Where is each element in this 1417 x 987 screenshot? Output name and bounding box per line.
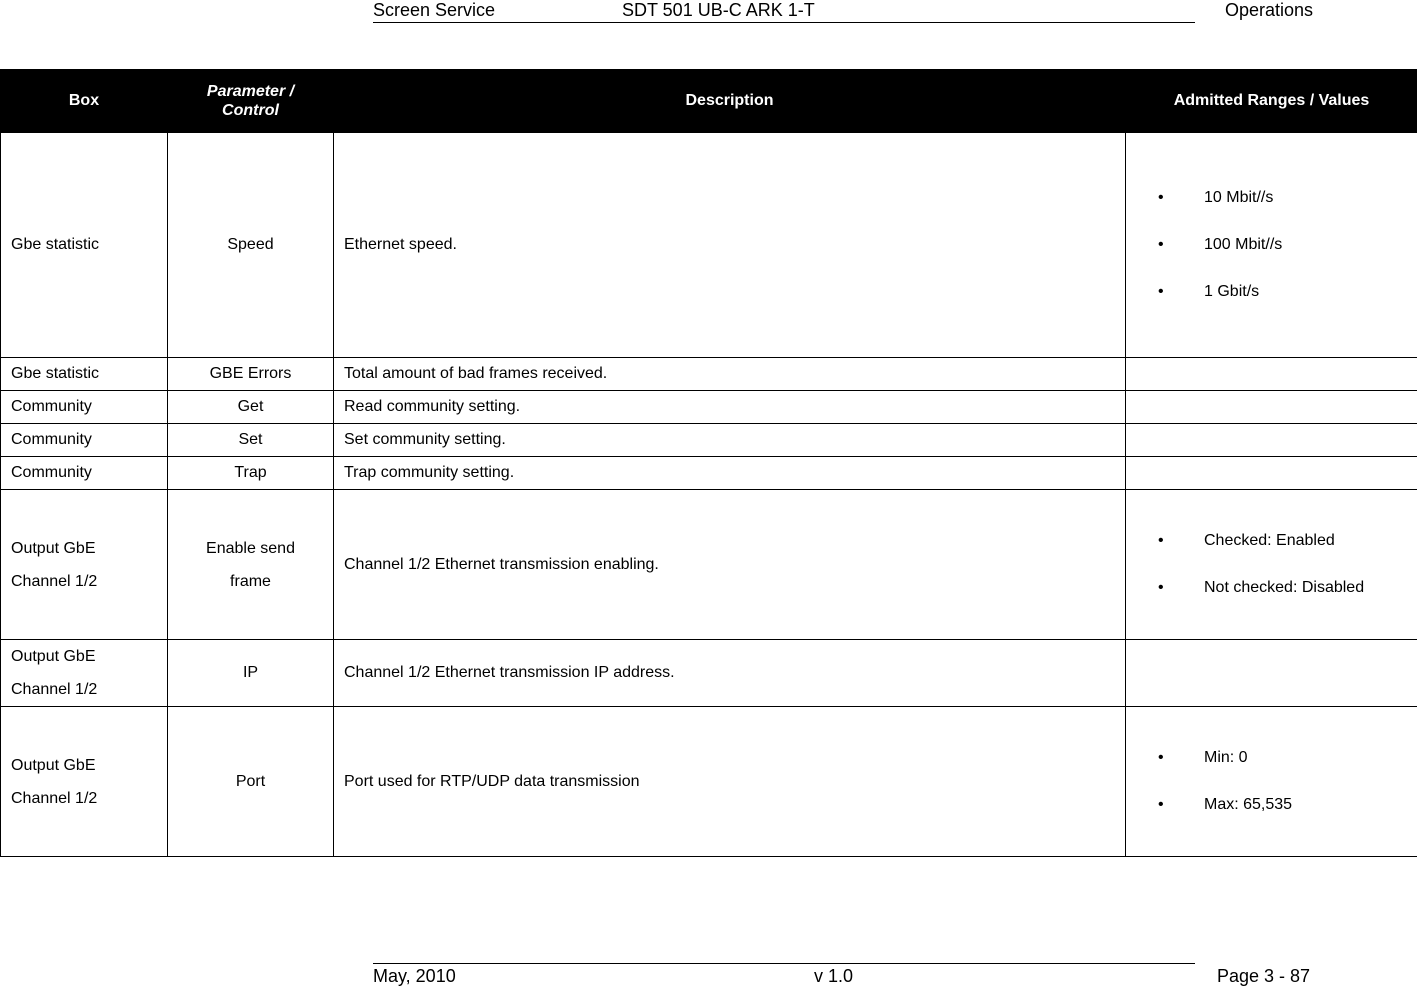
cell-box: Community bbox=[1, 391, 168, 424]
cell-param: IP bbox=[168, 640, 334, 707]
parameter-table bbox=[0, 69, 1417, 857]
cell-param bbox=[168, 490, 334, 640]
footer-page-number: Page 3 - 87 bbox=[1217, 966, 1311, 986]
values-list bbox=[1158, 531, 1407, 598]
footer-version: v 1.0 bbox=[814, 966, 854, 986]
cell-param-line2: frame bbox=[230, 572, 271, 590]
cell-box-line2: Channel 1/2 bbox=[11, 572, 98, 590]
cell-box: Gbe statistic bbox=[1, 133, 168, 358]
col-header-parameter-line1: Parameter / bbox=[206, 83, 295, 100]
cell-param: Get bbox=[168, 391, 334, 424]
value-item: • Min: 0 bbox=[1158, 748, 1407, 768]
cell-values bbox=[1126, 358, 1417, 391]
cell-param: Speed bbox=[168, 133, 334, 358]
cell-description: Port used for RTP/UDP data transmission bbox=[334, 707, 1126, 857]
cell-description: Ethernet speed. bbox=[334, 133, 1126, 358]
cell-param: GBE Errors bbox=[168, 358, 334, 391]
value-item: • 10 Mbit//s bbox=[1158, 188, 1407, 208]
header-right: Operations bbox=[1225, 0, 1314, 20]
cell-box bbox=[1, 490, 168, 640]
cell-description: Total amount of bad frames received. bbox=[334, 358, 1126, 391]
col-header-description: Description bbox=[334, 70, 1126, 133]
table-header-row bbox=[1, 70, 1417, 133]
cell-box: Gbe statistic bbox=[1, 358, 168, 391]
cell-box-line2: Channel 1/2 bbox=[11, 789, 98, 807]
cell-values bbox=[1126, 133, 1417, 358]
cell-values bbox=[1126, 490, 1417, 640]
header-center: SDT 501 UB-C ARK 1-T bbox=[622, 0, 815, 20]
cell-box-line2: Channel 1/2 bbox=[11, 681, 98, 698]
col-header-parameter-line2: Control bbox=[222, 102, 279, 119]
cell-description: Channel 1/2 Ethernet transmission enabling. bbox=[334, 490, 1126, 640]
table-row bbox=[1, 707, 1417, 857]
cell-param: Set bbox=[168, 424, 334, 457]
cell-param-line1: Enable send bbox=[206, 539, 295, 557]
cell-values bbox=[1126, 391, 1417, 424]
cell-description: Trap community setting. bbox=[334, 457, 1126, 490]
value-item: • Max: 65,535 bbox=[1158, 795, 1407, 815]
cell-description: Set community setting. bbox=[334, 424, 1126, 457]
footer-rule bbox=[373, 963, 1195, 964]
cell-values bbox=[1126, 424, 1417, 457]
col-header-values: Admitted Ranges / Values bbox=[1126, 70, 1417, 133]
cell-box-line1: Output GbE bbox=[11, 648, 96, 665]
values-list bbox=[1158, 748, 1407, 815]
cell-box: Community bbox=[1, 424, 168, 457]
col-header-parameter bbox=[168, 70, 334, 133]
header-left: Screen Service bbox=[373, 0, 496, 20]
value-item: • Checked: Enabled bbox=[1158, 531, 1407, 551]
header-rule bbox=[373, 22, 1195, 23]
value-item: • Not checked: Disabled bbox=[1158, 578, 1407, 598]
table-row bbox=[1, 391, 1417, 424]
cell-description: Channel 1/2 Ethernet transmission IP address. bbox=[334, 640, 1126, 707]
table-row bbox=[1, 490, 1417, 640]
cell-values bbox=[1126, 640, 1417, 707]
cell-param: Port bbox=[168, 707, 334, 857]
cell-box bbox=[1, 640, 168, 707]
cell-values bbox=[1126, 457, 1417, 490]
table-row bbox=[1, 358, 1417, 391]
value-item: • 1 Gbit/s bbox=[1158, 282, 1407, 302]
values-list bbox=[1158, 188, 1407, 302]
table-row bbox=[1, 424, 1417, 457]
cell-values bbox=[1126, 707, 1417, 857]
table-row bbox=[1, 457, 1417, 490]
cell-description: Read community setting. bbox=[334, 391, 1126, 424]
cell-box-line1: Output GbE bbox=[11, 539, 96, 557]
cell-box: Community bbox=[1, 457, 168, 490]
col-header-box: Box bbox=[1, 70, 168, 133]
cell-box-line1: Output GbE bbox=[11, 756, 96, 774]
value-item: • 100 Mbit//s bbox=[1158, 235, 1407, 255]
table-row bbox=[1, 133, 1417, 358]
cell-param: Trap bbox=[168, 457, 334, 490]
table-row bbox=[1, 640, 1417, 707]
cell-box bbox=[1, 707, 168, 857]
footer-date: May, 2010 bbox=[373, 966, 456, 986]
